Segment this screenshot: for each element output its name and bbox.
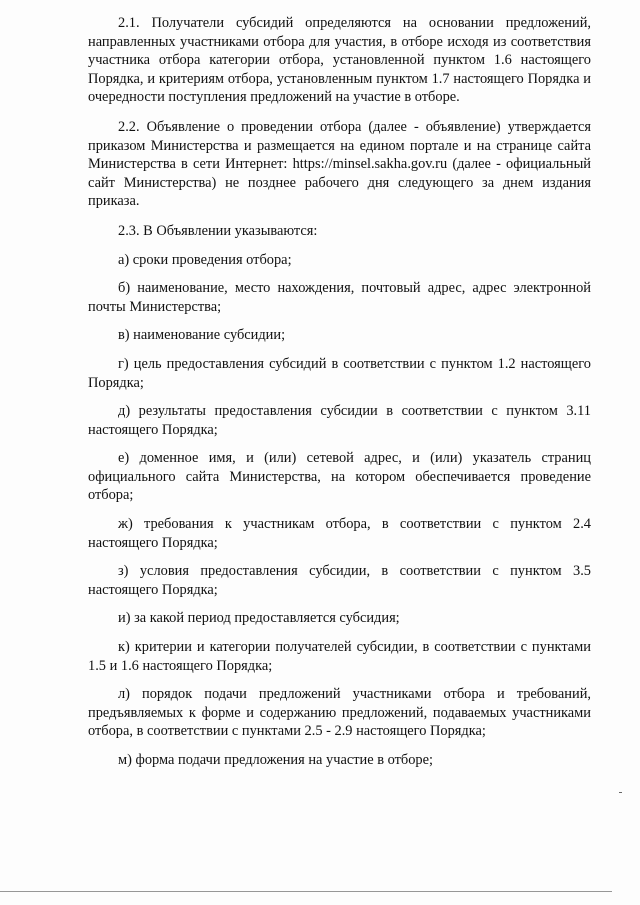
paragraph-2-2: 2.2. Объявление о проведении отбора (далее - объявление) утверждается приказом Министерства и размещается на едином портале и на странице сайта Министерства в сети Интернет: https://minsel.sakha.gov.ru (далее - официальный сайт Министерства) не позднее рабочего дня следующего за днем издания приказа. <box>88 118 591 210</box>
list-item-d: д) результаты предоставления субсидии в соответствии с пунктом 3.11 настоящего Порядка; <box>88 403 591 438</box>
list-item-k: к) критерии и категории получателей субсидии, в соответствии с пунктами 1.5 и 1.6 настоящего Порядка; <box>88 639 591 674</box>
list-item-z: з) условия предоставления субсидии, в соответствии с пунктом 3.5 настоящего Порядка; <box>88 563 591 598</box>
list-item-a: а) сроки проведения отбора; <box>118 251 292 268</box>
list-item-zh: ж) требования к участникам отбора, в соответствии с пунктом 2.4 настоящего Порядка; <box>88 516 591 551</box>
list-item-m: м) форма подачи предложения на участие в отборе; <box>118 752 433 768</box>
scan-speck <box>619 792 622 793</box>
list-item-v: в) наименование субсидии; <box>118 327 286 344</box>
paragraph-2-1: 2.1. Получатели субсидий определяются на основании предложений, направленных участниками отбора для участия, в отборе исходя из соответствия участника отбора категории отбора, установленной пунктом 1.6 настоящего Порядка, и критериям отбора, установленным пунктом 1.7 настоящего Порядка и очередности поступления предложений на участие в отборе. <box>88 15 591 106</box>
page-bottom-rule <box>0 891 612 892</box>
list-item-l: л) порядок подачи предложений участниками отбора и требований, предъявляемых к форме и содержанию предложений, подаваемых участниками отбора, в соответствии с пунктами 2.5 - 2.9 настоящего Порядка; <box>88 686 591 740</box>
list-item-g: г) цель предоставления субсидий в соответствии с пунктом 1.2 настоящего Порядка; <box>88 355 591 391</box>
list-item-i: и) за какой период предоставляется субсидия; <box>118 610 400 627</box>
paragraph-2-3: 2.3. В Объявлении указываются: <box>118 222 318 239</box>
list-item-b: б) наименование, место нахождения, почтовый адрес, адрес электронной почты Министерства; <box>88 280 591 315</box>
document-body <box>88 14 591 780</box>
list-item-e: е) доменное имя, и (или) сетевой адрес, и (или) указатель страниц официального сайта Министерства, на котором обеспечивается проведение отбора; <box>88 450 591 504</box>
